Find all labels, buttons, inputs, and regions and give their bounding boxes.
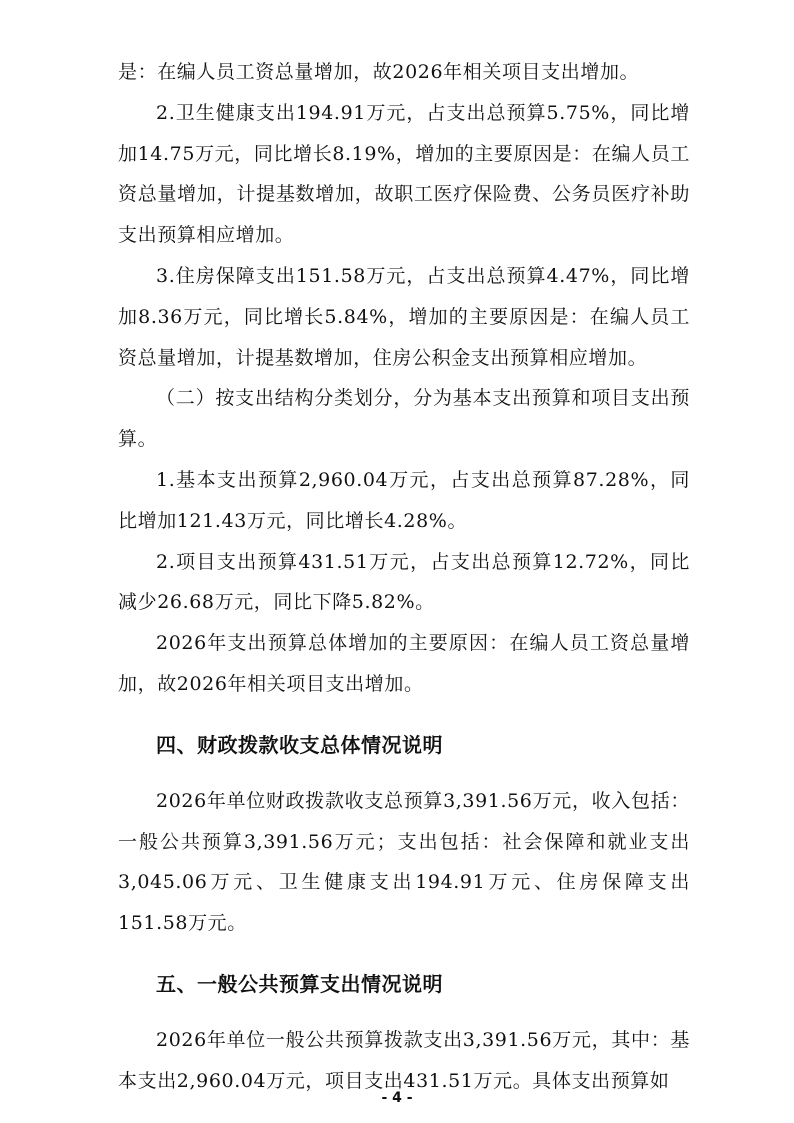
paragraph-continuation: 是：在编人员工资总量增加，故2026年相关项目支出增加。 — [118, 61, 640, 83]
page-number: - 4 - — [381, 1090, 413, 1106]
section-heading-general-public-budget: 五、一般公共预算支出情况说明 — [156, 971, 443, 996]
paragraph-structure-classification: （二）按支出结构分类划分，分为基本支出预算和项目支出预算。 — [118, 387, 690, 451]
paragraph-housing-expenditure: 3.住房保障支出151.58万元，占支出总预算4.47%，同比增加8.36万元，同比增长5.84%，增加的主要原因是：在编人员工资总量增加，计提基数增加，住房公积金支出预算相应增加。 — [118, 264, 690, 369]
section-heading-fiscal-appropriation: 四、财政拨款收支总体情况说明 — [156, 732, 443, 757]
paragraph-fiscal-appropriation: 2026年单位财政拨款收支总预算3,391.56万元，收入包括：一般公共预算3,391.56万元；支出包括：社会保障和就业支出3,045.06万元、卫生健康支出194.91万元、住房保障支出151.58万元。 — [118, 789, 690, 935]
paragraph-health-expenditure: 2.卫生健康支出194.91万元，占支出总预算5.75%，同比增加14.75万元，同比增长8.19%，增加的主要原因是：在编人员工资总量增加，计提基数增加，故职工医疗保险费、公务员医疗补助支出预算相应增加。 — [118, 101, 690, 247]
paragraph-general-public-budget: 2026年单位一般公共预算拨款支出3,391.56万元，其中：基本支出2,960.04万元，项目支出431.51万元。具体支出预算如 — [118, 1028, 690, 1092]
paragraph-increase-reason: 2026年支出预算总体增加的主要原因：在编人员工资总量增加，故2026年相关项目支出增加。 — [118, 632, 690, 695]
paragraph-basic-expenditure: 1.基本支出预算2,960.04万元，占支出总预算87.28%，同比增加121.43万元，同比增长4.28%。 — [118, 468, 690, 532]
paragraph-project-expenditure: 2.项目支出预算431.51万元，占支出总预算12.72%，同比减少26.68万元，同比下降5.82%。 — [118, 550, 690, 614]
document-body — [118, 52, 690, 1102]
